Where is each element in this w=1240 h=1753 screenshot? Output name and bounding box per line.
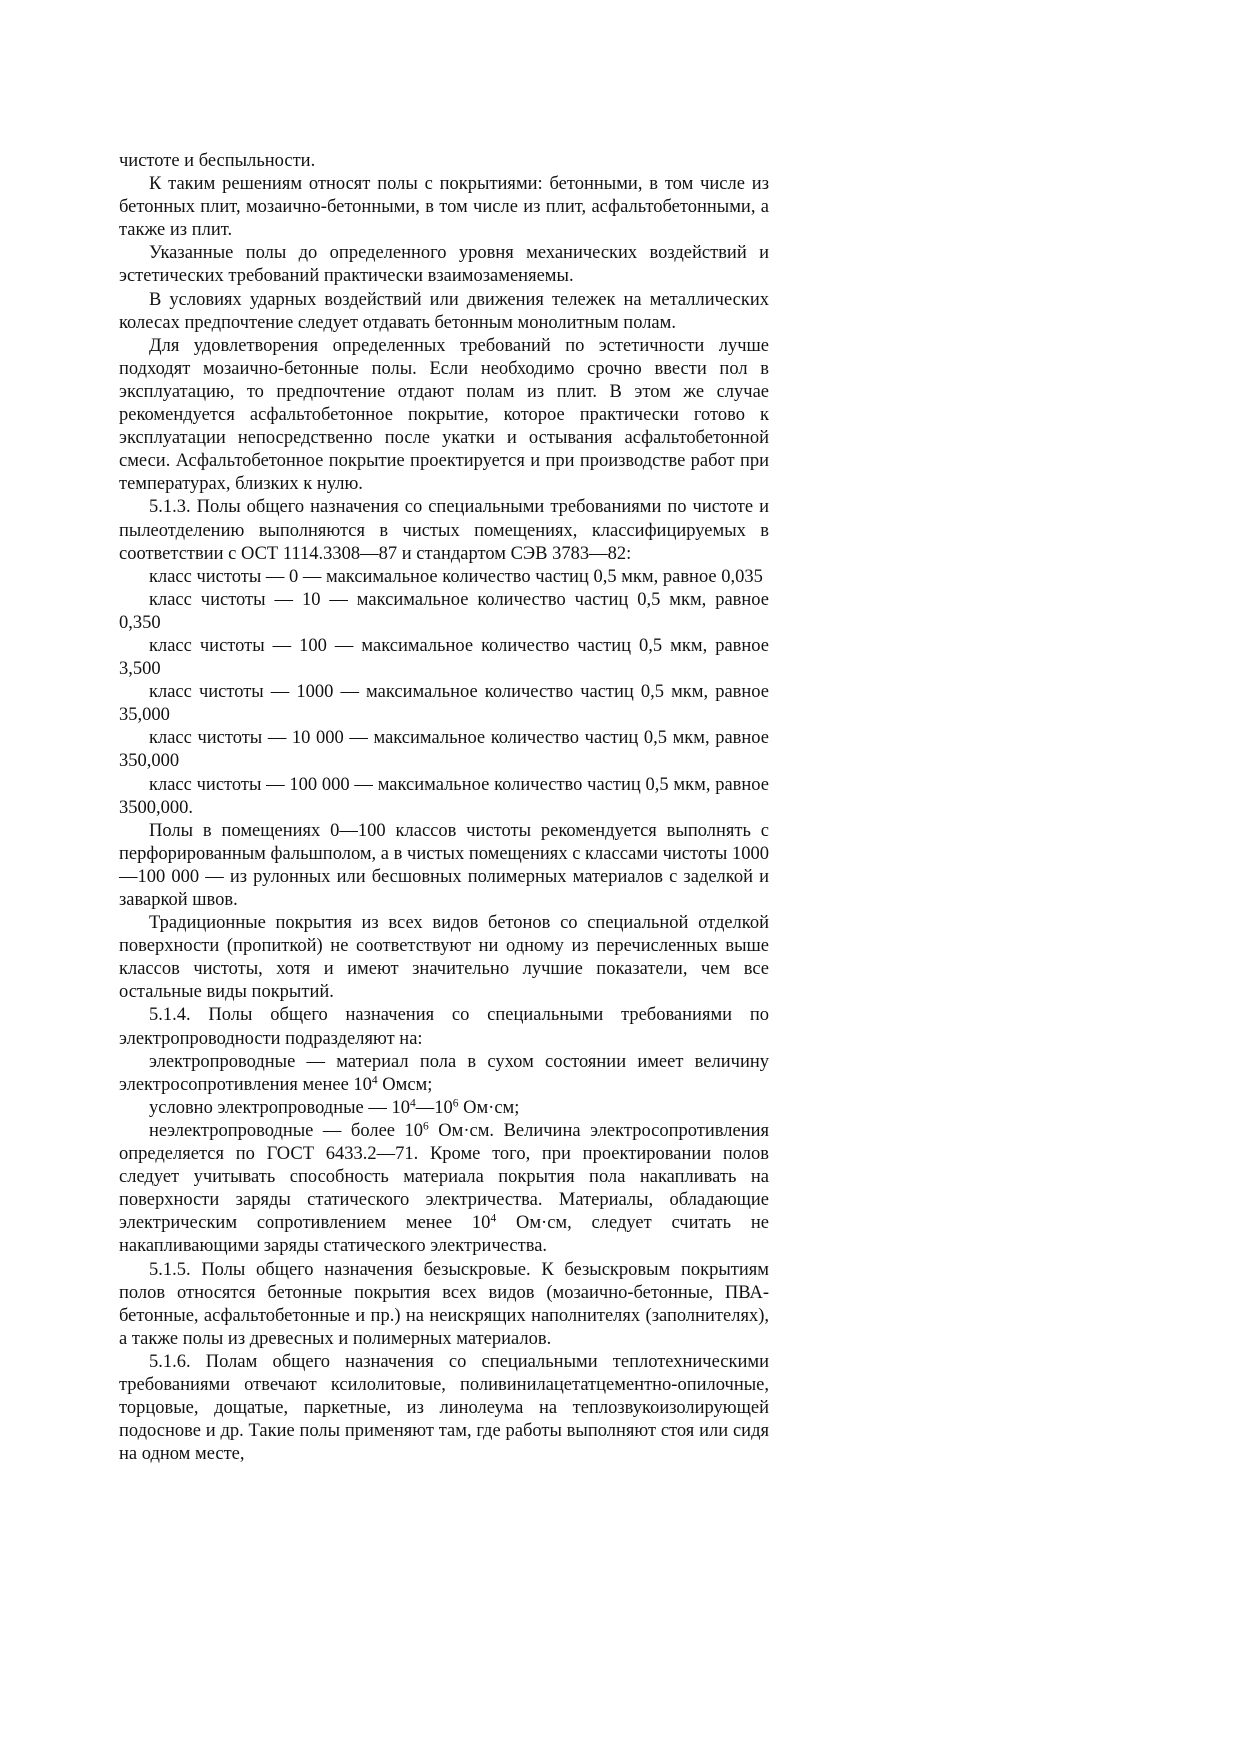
cleanliness-class-item: класс чистоты — 10 — максимальное количество частиц 0,5 мкм, равное 0,350 bbox=[119, 589, 769, 633]
cleanliness-class-item: класс чистоты — 0 — максимальное количество частиц 0,5 мкм, равное 0,035 bbox=[149, 566, 763, 587]
paragraph: Указанные полы до определенного уровня механических воздействий и эстетических требований практически взаимозаменяемы. bbox=[119, 243, 769, 287]
conductive-text: электропроводные — материал пола в сухом состоянии имеет величину электросопротивления менее 10 bbox=[119, 1051, 769, 1095]
paragraph: Полы в помещениях 0—100 классов чистоты рекомендуется выполнять с перфорированным фальшполом, а в чистых помещениях с классами чистоты 1000—100 000 — из рулонных или бесшовных полимерных материалов с заделкой и заваркой швов. bbox=[119, 820, 769, 910]
paragraph: К таким решениям относят полы с покрытиями: бетонными, в том числе из бетонных плит, мозаично-бетонными, в том числе из плит, асфальтобетонными, а также из плит. bbox=[119, 174, 769, 241]
paragraph: чистоте и беспыльности. bbox=[119, 151, 316, 171]
conditional-item bbox=[119, 1097, 769, 1120]
conditional-dash: —10 bbox=[415, 1097, 453, 1118]
exponent: 6 bbox=[452, 1097, 459, 1110]
paragraph: В условиях ударных воздействий или движения тележек на металлических колесах предпочтение следует отдавать бетонным монолитным полам. bbox=[119, 289, 769, 333]
paragraph: Традиционные покрытия из всех видов бетонов со специальной отделкой поверхности (пропиткой) не соответствуют ни одному из перечисленных выше классов чистоты, хотя и имеют значительно лучшие показатели, чем все остальные виды покрытий. bbox=[119, 913, 769, 1003]
cleanliness-class-item: класс чистоты — 10 000 — максимальное количество частиц 0,5 мкм, равное 350,000 bbox=[119, 728, 769, 772]
exponent: 6 bbox=[423, 1120, 429, 1133]
nonconductive-body: Ом·см. Величина электросопротивления определяется по ГОСТ 6433.2—71. Кроме того, при проектировании полов следует учитывать способность материала покрытия пола накапливать на поверхности заряды статического электричества. Материалы, обладающие электрическим сопротивлением менее 10 bbox=[119, 1120, 770, 1234]
exponent: 4 bbox=[410, 1097, 416, 1110]
conductive-item bbox=[119, 1051, 769, 1097]
conditional-unit: Ом·см; bbox=[458, 1097, 520, 1118]
section-5-1-5: 5.1.5. Полы общего назначения безыскровые. К безыскровым покрытиям полов относятся бетонные покрытия всех видов (мозаично-бетонные, ПВА-бетонные, асфальтобетонные и пр.) на неискрящих наполнителях (заполнителях), а также полы из древесных и полимерных материалов. bbox=[119, 1259, 769, 1349]
exponent: 4 bbox=[490, 1213, 497, 1226]
nonconductive-text: неэлектропроводные — более 10 bbox=[149, 1120, 424, 1141]
document-page bbox=[119, 150, 769, 1466]
nonconductive-item bbox=[119, 1120, 769, 1259]
cleanliness-class-item: класс чистоты — 1000 — максимальное количество частиц 0,5 мкм, равное 35,000 bbox=[119, 682, 769, 726]
exponent: 4 bbox=[371, 1074, 378, 1087]
cleanliness-class-item: класс чистоты — 100 — максимальное количество частиц 0,5 мкм, равное 3,500 bbox=[119, 635, 769, 680]
cleanliness-class-item: класс чистоты — 100 000 — максимальное количество частиц 0,5 мкм, равное 3500,000. bbox=[119, 774, 769, 818]
nonconductive-tail: Ом·см, следует считать не накапливающими заряды статического электричества. bbox=[119, 1213, 769, 1257]
section-5-1-3: 5.1.3. Полы общего назначения со специальными требованиями по чистоте и пылеотделению выполняются в чистых помещениях, классифицируемых в соответствии с ОСТ 1114.3308—87 и стандартом СЭВ 3783—82: bbox=[119, 497, 769, 564]
section-5-1-4: 5.1.4. Полы общего назначения со специальными требованиями по электропроводности подразделяют на: bbox=[119, 1005, 769, 1049]
conductive-unit: Омсм; bbox=[377, 1074, 433, 1095]
section-5-1-6: 5.1.6. Полам общего назначения со специальными теплотехническими требованиями отвечают ксилолитовые, поливинилацетатцементно-опилочные, торцовые, дощатые, паркетные, из линолеума на теплозвукоизолирующей подоснове и др. Такие полы применяют там, где работы выполняют стоя или сидя на одном месте, bbox=[119, 1351, 769, 1465]
paragraph: Для удовлетворения определенных требований по эстетичности лучше подходят мозаично-бетонные полы. Если необходимо срочно ввести пол в эксплуатацию, то предпочтение отдают полам из плит. В этом же случае рекомендуется асфальтобетонное покрытие, которое практически готово к эксплуатации непосредственно после укатки и остывания асфальтобетонной смеси. Асфальтобетонное покрытие проектируется и при производстве работ при температурах, близких к нулю. bbox=[119, 335, 769, 495]
conditional-text: условно электропроводные — 10 bbox=[149, 1097, 410, 1118]
